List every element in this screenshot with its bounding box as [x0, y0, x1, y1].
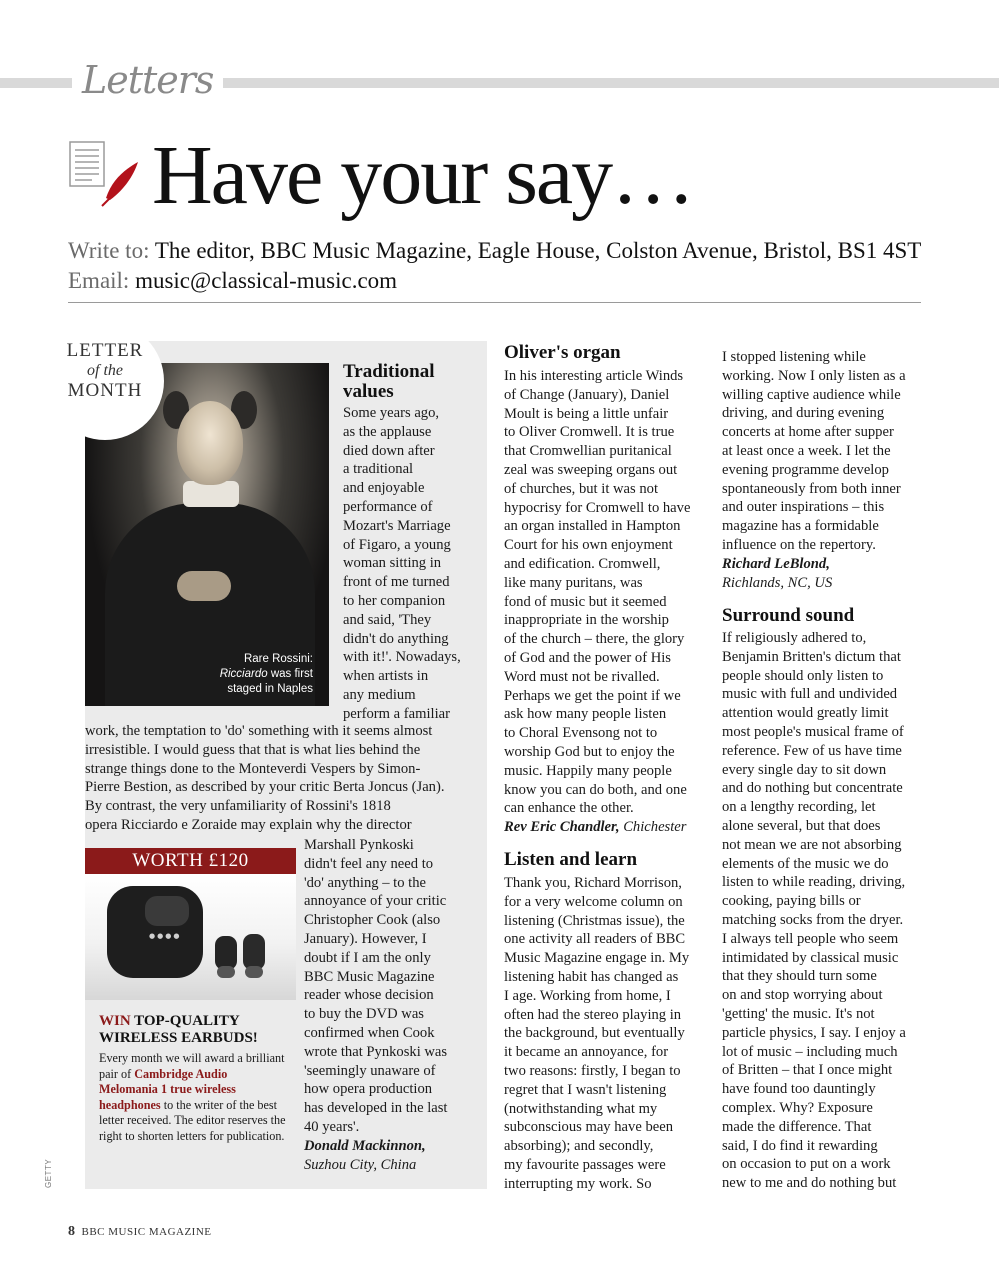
text-line: and do nothing but concentrate	[722, 780, 903, 797]
postal-address-value: The editor, BBC Music Magazine, Eagle House, Colston Avenue, Bristol, BS1 4ST	[154, 238, 922, 263]
letter-author: Donald Mackinnon,	[304, 1137, 426, 1154]
text-line: made the difference. That	[722, 1118, 872, 1135]
text-line: hypocrisy for Cromwell to have	[504, 499, 691, 516]
text-line: absorbing); and secondly,	[504, 1138, 654, 1155]
text-line: In his interesting article Winds	[504, 368, 684, 384]
text-line: Music Magazine engage in. My	[504, 950, 690, 967]
text-line: didn't do anything	[343, 630, 449, 647]
text-line: any medium	[343, 686, 416, 703]
letter-location: Richlands, NC, US	[722, 574, 833, 591]
text-line: on and stop worrying about	[722, 987, 883, 1004]
letter-body-olivers-organ	[504, 367, 690, 837]
text-line: Perhaps we get the point if we	[504, 687, 681, 704]
text-line: to her companion	[343, 592, 446, 609]
text-line: I age. Working from home, I	[504, 987, 671, 1004]
magazine-name: BBC MUSIC MAGAZINE	[81, 1226, 212, 1238]
text-line: every single day to sit down	[722, 761, 887, 778]
text-line: and enjoyable	[343, 480, 425, 497]
text-line: has developed in the last	[304, 1100, 448, 1117]
letter-body-traditional-cont	[85, 722, 481, 835]
text-line: when artists in	[343, 668, 429, 685]
write-to-label: Write to:	[68, 238, 150, 263]
email-link[interactable]: music@classical-music.com	[135, 268, 398, 293]
text-line: worship God but to enjoy the	[504, 743, 675, 760]
text-line: alone several, but that does	[722, 817, 881, 834]
text-line: reference. Few of us have time	[722, 742, 902, 759]
text-line: that Cromwellian puritanical	[504, 443, 672, 460]
text-line: 'getting' the music. It's not	[722, 1005, 875, 1022]
text-line: at least once a week. I let the	[722, 442, 891, 459]
text-line: work, the temptation to 'do' something with it seems almost	[85, 723, 433, 739]
competition-body: Every month we will award a brilliant pair of Cambridge Audio Melomania 1 true wireless headphones to the writer of the best letter received. The editor reserves the right to shorten letters for publication.	[99, 1051, 286, 1143]
text-line: not mean we are not absorbing	[722, 836, 902, 853]
text-line: magazine has a formidable	[722, 518, 879, 535]
text-line: know you can do both, and one	[504, 781, 687, 798]
earbuds-product-image: ●●●●	[85, 874, 296, 1000]
text-line: I always tell people who seem	[722, 930, 899, 947]
text-line: interrupting my work. So	[504, 1175, 652, 1192]
section-label: Letters	[72, 56, 223, 104]
text-line: Court for his own enjoyment	[504, 537, 673, 554]
text-line: perform a familiar	[343, 705, 450, 722]
text-line: lot of music – including much	[722, 1043, 898, 1060]
contact-block	[68, 236, 921, 296]
text-line: annoyance of your critic	[304, 893, 447, 910]
competition-title: WIN TOP-QUALITY WIRELESS EARBUDS!	[99, 1013, 258, 1046]
letter-title-olivers-organ: Oliver's organ	[504, 342, 621, 363]
text-line: said, I do find it rewarding	[722, 1137, 878, 1154]
text-line: By contrast, the very unfamiliarity of Rossini's 1818	[85, 798, 391, 815]
text-line: of Figaro, a young	[343, 536, 451, 553]
text-line: matching socks from the dryer.	[722, 911, 904, 928]
text-line: ask how many people listen	[504, 706, 667, 723]
text-line: woman sitting in	[343, 555, 442, 572]
text-line: one activity all readers of BBC	[504, 931, 686, 948]
prize-value-banner: WORTH £120	[85, 848, 296, 874]
text-line: like many puritans, was	[504, 574, 643, 591]
text-line: opera Ricciardo e Zoraide may explain why the director	[85, 816, 412, 833]
text-line: working. Now I only listen as a	[722, 367, 906, 384]
text-line: cooking, paying bills or	[722, 893, 861, 910]
text-line: Word must not be rivalled.	[504, 668, 660, 685]
text-line: of churches, but it was not	[504, 480, 659, 497]
text-line: and outer inspirations – this	[722, 499, 885, 516]
letter-quill-icon	[68, 140, 148, 220]
letter-body-listen-learn-cont	[722, 348, 906, 592]
text-line: 'do' anything – to the	[304, 874, 426, 891]
text-line: died down after	[343, 442, 435, 459]
text-line: of the church – there, the glory	[504, 631, 685, 648]
letter-author: Richard LeBlond,	[722, 555, 830, 572]
letter-title-listen-learn: Listen and learn	[504, 849, 638, 870]
text-line: didn't feel any need to	[304, 855, 434, 872]
text-line: 'seemingly unaware of	[304, 1062, 436, 1079]
text-line: Thank you, Richard Morrison,	[504, 875, 682, 891]
page-footer	[68, 1224, 212, 1240]
text-line: wrote that Pynkoski was	[304, 1043, 448, 1060]
text-line: with it!'. Nowadays,	[343, 649, 461, 666]
text-line: that they should turn some	[722, 968, 877, 985]
text-line: of God and the power of His	[504, 649, 671, 666]
text-line: BBC Music Magazine	[304, 968, 435, 985]
text-line: Pierre Bestion, as described by your critic Berta Joncus (Jan).	[85, 779, 445, 796]
text-line: for a very welcome column on	[504, 893, 683, 910]
text-line: (notwithstanding what my	[504, 1100, 658, 1117]
text-line: Christopher Cook (also	[304, 912, 441, 929]
text-line: particle physics, I say. I enjoy a	[722, 1024, 906, 1041]
text-line: inappropriate in the worship	[504, 612, 669, 629]
text-line: new to me and do nothing but	[722, 1175, 897, 1192]
letter-of-the-month-badge: LETTER of the MONTH	[46, 322, 164, 440]
text-line: reader whose decision	[304, 987, 434, 1004]
text-line: evening programme develop	[722, 461, 889, 478]
text-line: listen to while reading, driving,	[722, 874, 906, 891]
text-line: music. Happily many people	[504, 762, 672, 779]
text-line: have found too dauntingly	[722, 1081, 876, 1098]
letter-title-surround-sound: Surround sound	[722, 605, 855, 626]
text-line: my favourite passages were	[504, 1156, 666, 1173]
text-line: listening habit has changed as	[504, 968, 679, 985]
text-line: concerts at home after supper	[722, 424, 894, 441]
text-line: doubt if I am the only	[304, 949, 431, 966]
text-line: how opera production	[304, 1081, 433, 1098]
text-line: willing captive audience while	[722, 386, 901, 403]
text-line: two reasons: firstly, I began to	[504, 1062, 681, 1079]
letter-title-traditional: Traditional values	[343, 361, 435, 402]
photo-caption: Rare Rossini: Ricciardo was first staged in Naples	[219, 653, 313, 695]
text-line: subconscious may have been	[504, 1119, 673, 1136]
text-line: and said, 'They	[343, 611, 432, 628]
postal-address	[68, 236, 921, 266]
text-line: attention would greatly limit	[722, 705, 889, 722]
text-line: listening (Christmas issue), the	[504, 912, 685, 929]
page-number: 8	[68, 1224, 76, 1239]
text-line: If religiously adhered to,	[722, 630, 867, 646]
text-line: Mozart's Marriage	[343, 517, 451, 534]
text-line: to buy the DVD was	[304, 1006, 424, 1023]
text-line: on a lengthy recording, let	[722, 799, 876, 816]
text-line: to Oliver Cromwell. It is true	[504, 424, 675, 441]
text-line: spontaneously from both inner	[722, 480, 901, 497]
text-line: most people's musical frame of	[722, 723, 904, 740]
text-line: 40 years'.	[304, 1118, 360, 1135]
text-line: Some years ago,	[343, 405, 440, 421]
text-line: complex. Why? Exposure	[722, 1099, 873, 1116]
text-line: to Choral Evensong not to	[504, 725, 658, 742]
text-line: confirmed when Cook	[304, 1024, 435, 1041]
text-line: January). However, I	[304, 930, 427, 947]
text-line: strange things done to the Monteverdi Vespers by Simon-	[85, 760, 421, 777]
text-line: it became an annoyance, for	[504, 1044, 669, 1061]
letter-location: Chichester	[623, 819, 687, 836]
text-line: and edification. Cromwell,	[504, 555, 661, 572]
text-line: as the applause	[343, 423, 432, 440]
text-line: Moult is being a little unfair	[504, 405, 669, 422]
text-line: elements of the music we do	[722, 855, 889, 872]
prize-name: Cambridge Audio Melomania 1 true wireless headphones	[99, 1066, 236, 1112]
text-line: a traditional	[343, 461, 414, 478]
text-line: the background, but eventually	[504, 1025, 685, 1042]
letter-author: Rev Eric Chandler,	[504, 819, 620, 836]
text-line: of Britten – that I once might	[722, 1062, 893, 1079]
letter-body-surround-sound	[722, 629, 906, 1193]
text-line: I stopped listening while	[722, 349, 866, 365]
text-line: front of me turned	[343, 574, 450, 591]
text-line: intimidated by classical music	[722, 949, 899, 966]
header-rule	[68, 302, 921, 303]
text-line: performance of	[343, 498, 433, 515]
text-line: Marshall Pynkoski	[304, 837, 414, 853]
letter-body-listen-learn	[504, 874, 689, 1194]
letter-location: Suzhou City, China	[304, 1156, 417, 1173]
text-line: irresistible. I would guess that that is what lies behind the	[85, 741, 421, 758]
email-label: Email:	[68, 268, 130, 293]
text-line: zeal was sweeping organs out	[504, 461, 678, 478]
letter-body-traditional	[343, 404, 461, 724]
text-line: of Change (January), Daniel	[504, 386, 670, 403]
text-line: music with full and undivided	[722, 686, 898, 703]
letter-body-traditional-end	[304, 836, 447, 1174]
page-title: Have your say…	[152, 129, 694, 222]
text-line: regret that I wasn't listening	[504, 1081, 667, 1098]
text-line: an organ installed in Hampton	[504, 518, 681, 535]
text-line: fond of music but it seemed	[504, 593, 667, 610]
text-line: people should only listen to	[722, 667, 884, 684]
email-address	[68, 266, 921, 296]
text-line: influence on the repertory.	[722, 536, 876, 553]
photo-credit: GETTY	[44, 1158, 53, 1188]
text-line: can enhance the other.	[504, 800, 634, 817]
text-line: on occasion to put on a work	[722, 1156, 891, 1173]
text-line: driving, and during evening	[722, 405, 885, 422]
text-line: often had the stereo playing in	[504, 1006, 682, 1023]
text-line: Benjamin Britten's dictum that	[722, 648, 901, 665]
